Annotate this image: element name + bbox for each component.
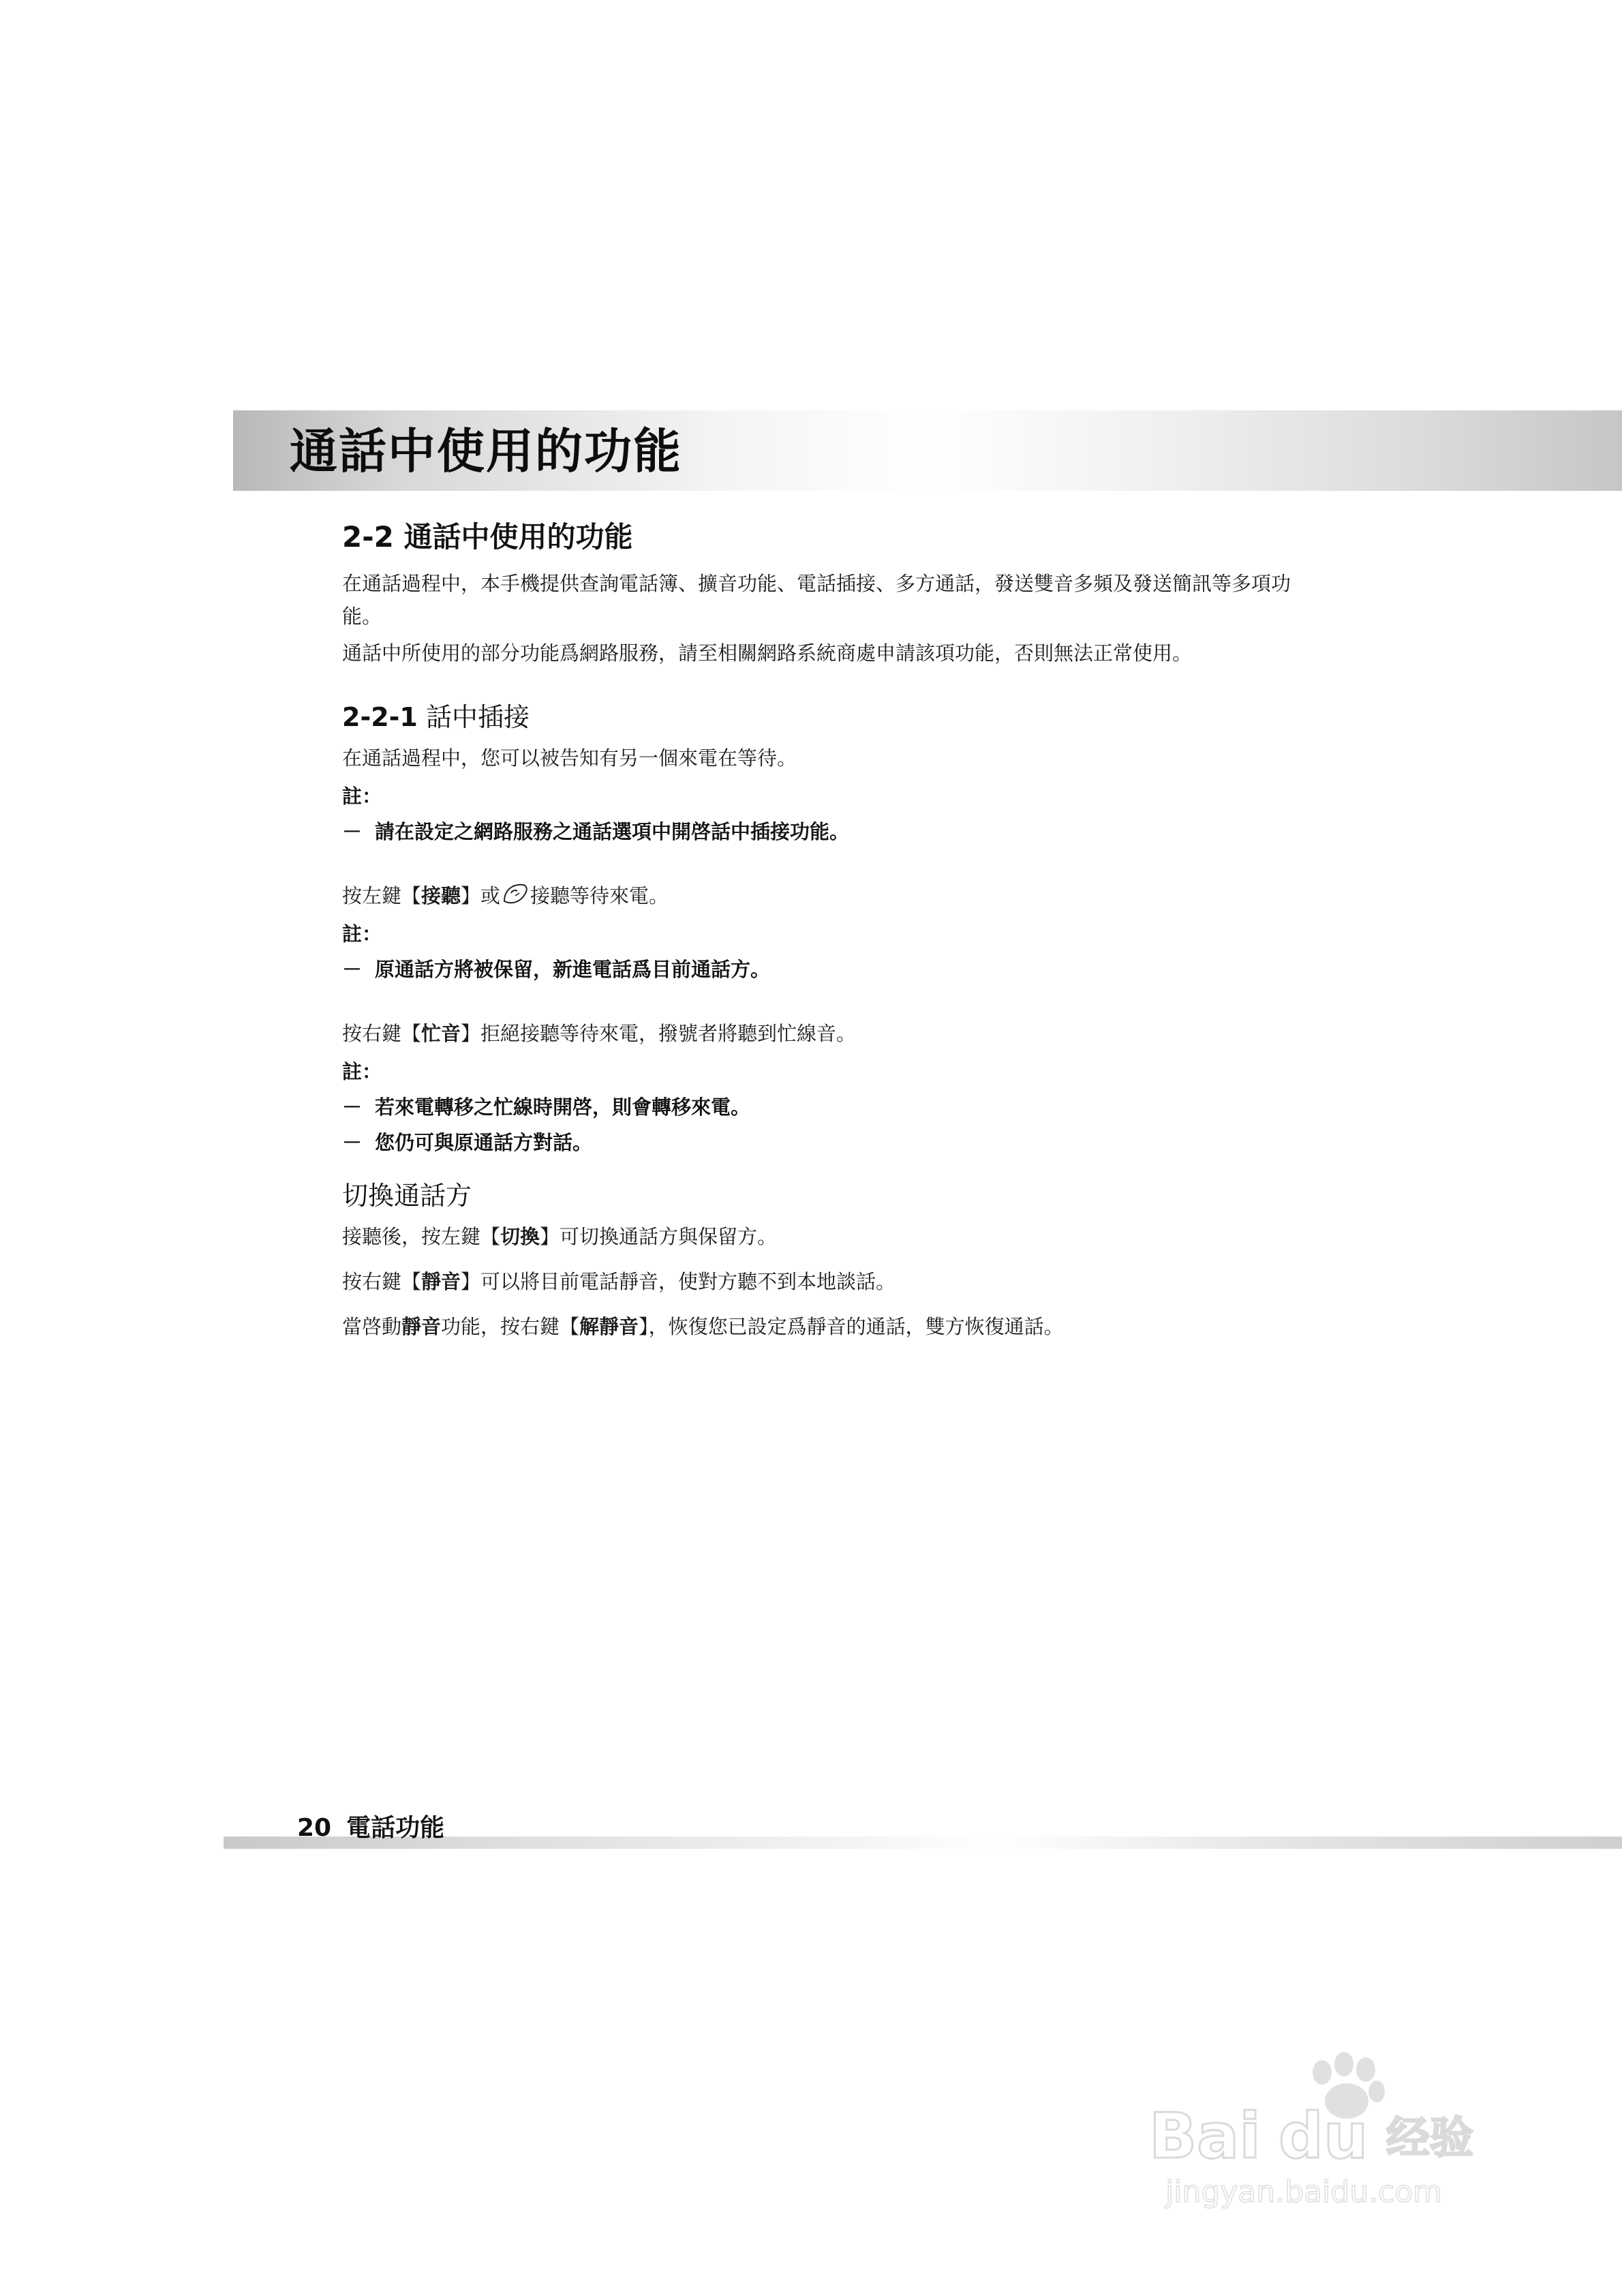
note-dash: － [342,1131,363,1154]
switch-line-1: 接聽後，按左鍵【切換】可切換通話方與保留方。 [342,1225,778,1248]
note-item [342,814,1296,849]
baidu-jingyan-watermark [1145,2038,1527,2216]
note-dash: － [342,820,363,843]
subsection-title: 話中插接 [425,702,530,732]
note-text: 原通話方將被保留，新進電話爲目前通話方。 [375,958,771,981]
section-heading [342,517,1296,558]
page-number: 20 [297,1814,332,1841]
note-label-2: 註： [342,922,382,946]
note-dash: － [342,1096,363,1119]
note-text: 請在設定之網路服務之通話選項中開啓話中插接功能。 [375,820,850,843]
switch-line-3: 當啓動靜音功能，按右鍵【解靜音】，恢復您已設定爲靜音的通話，雙方恢復通話。 [342,1315,1064,1338]
subsection-heading [342,698,1296,736]
note-text: 您仍可與原通話方對話。 [375,1131,593,1154]
note-dash: － [342,958,363,981]
note-label-3: 註： [342,1060,382,1083]
svg-text:经验: 经验 [1386,2113,1473,2164]
section-paragraph-2: 通話中所使用的部分功能爲網路服務，請至相關網路系統商處申請該項功能，否則無法正常使用。 [342,641,1193,665]
note-item [342,1125,1296,1160]
watermark-url: jingyan.baidu.com [1165,2175,1443,2209]
switch-line-2: 按右鍵【靜音】可以將目前電話靜音，使對方聽不到本地談話。 [342,1270,896,1293]
section-title: 通話中使用的功能 [403,520,633,554]
section-paragraph-1: 在通話過程中，本手機提供查詢電話簿、擴音功能、電話插接、多方通話，發送雙音多頻及發送簡訊等多項功能。 [342,572,1291,628]
switch-key-label: 切換 [500,1225,540,1248]
accept-key-label: 接聽 [421,884,461,907]
note-item [342,1089,1296,1125]
switch-section-heading: 切換通話方 [342,1181,472,1211]
busy-tone-line: 按右鍵【忙音】拒絕接聽等待來電，撥號者將聽到忙線音。 [342,1022,857,1045]
busy-key-label: 忙音 [421,1022,461,1045]
svg-text:du: du [1279,2100,1368,2173]
end-call-key-icon [500,881,530,908]
subsection-intro: 在通話過程中，您可以被告知有另一個來電在等待。 [342,746,797,770]
note-label-1: 註： [342,785,382,808]
mute-function-label: 靜音 [401,1315,442,1338]
footer [297,1809,444,1841]
note-text: 若來電轉移之忙線時開啓，則會轉移來電。 [375,1096,751,1119]
watermark-brand: Bai [1149,2100,1261,2173]
subsection-number: 2-2-1 [342,702,418,732]
chapter-title: 通話中使用的功能 [290,423,682,479]
section-number: 2-2 [342,520,394,554]
mute-key-label: 靜音 [421,1270,461,1293]
accept-call-line: 按左鍵【接聽】或 接聽等待來電。 [342,879,1296,912]
unmute-key-label: 解靜音 [579,1315,639,1338]
note-item [342,952,1296,987]
page-content [342,517,1296,1355]
footer-section-name: 電話功能 [346,1814,445,1841]
